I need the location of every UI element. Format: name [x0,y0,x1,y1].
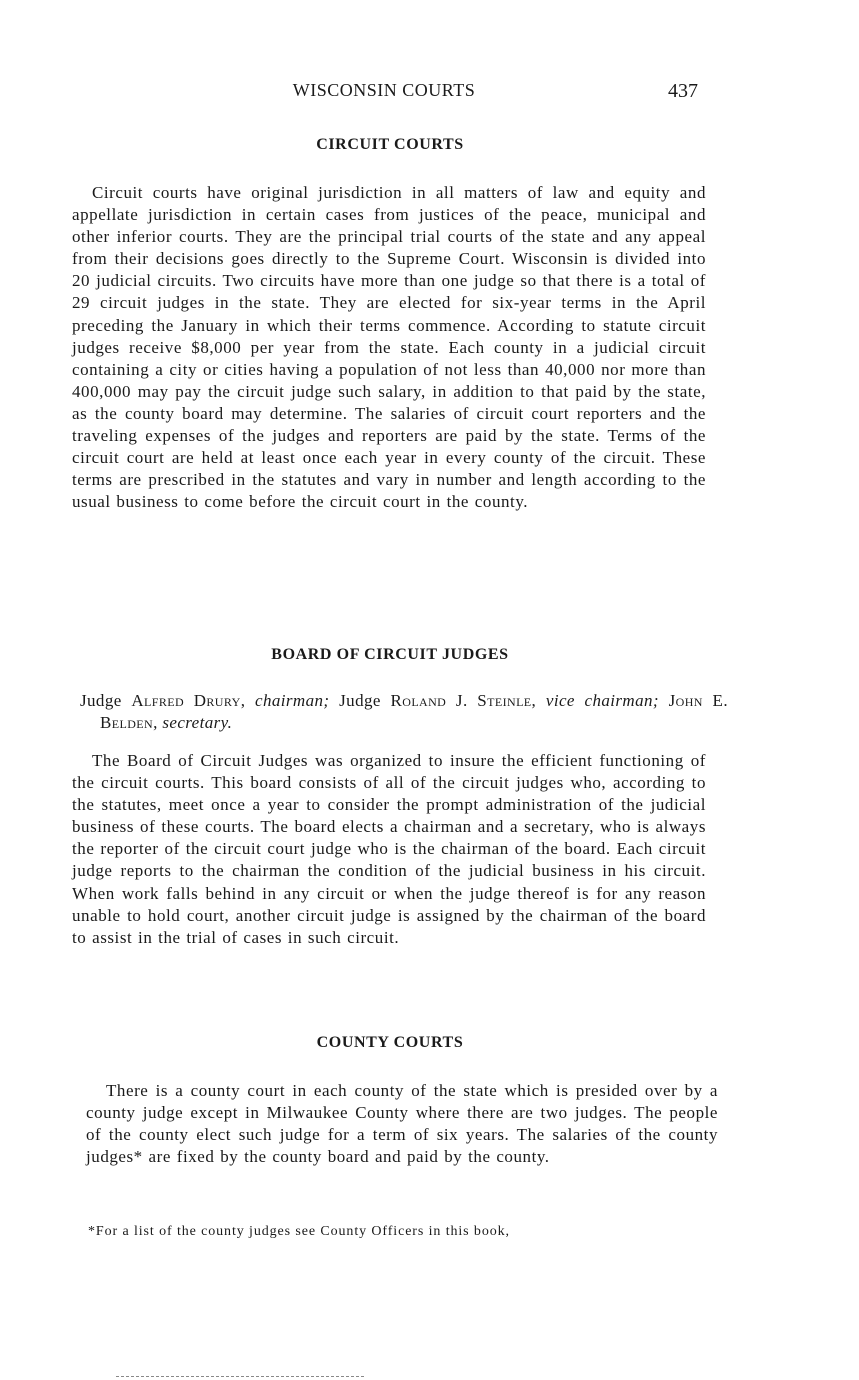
officer-role-vice-chairman: vice chairman; [545,691,659,710]
footnote: *For a list of the county judges see County Officers in this book, [88,1224,510,1239]
board-officers: Judge Alfred Drury, chairman; Judge Roland J. Steinle, vice chairman; John E. Belden, secretary. [80,691,728,732]
officer-name-vice-chairman: Roland J. Steinle [390,691,532,710]
running-title: WISCONSIN COURTS [292,80,476,100]
officer-prefix: Judge [80,691,132,710]
county-courts-heading: COUNTY COURTS [316,1034,464,1051]
officer-role-secretary: secretary. [162,713,233,732]
county-courts-paragraph: There is a county court in each county of the state which is presided over by a county judge except in Milwaukee County where there are two judges. The people of the county elect such judge for a term of six years. The salaries of the county judges* are fixed by the county board and paid by the county. [86,1081,718,1167]
officer-name-chairman: Alfred Drury [131,691,241,710]
running-head [70,80,698,106]
board-paragraph: The Board of Circuit Judges was organized to insure the efficient functioning of the circuit courts. This board consists of all of the circuit judges who, according to the statutes, meet once a year to consider the prompt administration of the judicial business of these courts. The board elects a chairman and a secretary, who is always the reporter of the circuit court judge who is the chairman of the board. Each circuit judge reports to the chairman the condition of the judicial business in his circuit. When work falls behind in any circuit or when the judge thereof is for any reason unable to hold court, another circuit judge is assigned by the chairman of the board to assist in the trial of cases in such circuit. [72,751,706,947]
page-number: 437 [668,80,698,102]
circuit-courts-paragraph: Circuit courts have original jurisdiction in all matters of law and equity and appellate jurisdiction in certain cases from justices of the peace, municipal and other inferior courts. They are the principal trial courts of the state and any appeal from their decisions goes directly to the Supreme Court. Wisconsin is divided into 20 judicial circuits. Two circuits have more than one judge so that there is a total of 29 circuit judges in the state. They are elected for six-year terms in the April preceding the January in which their terms commence. According to statute circuit judges receive $8,000 per year from the state. Each county in a judicial circuit containing a city or cities having a population of not less than 40,000 nor more than 400,000 may pay the circuit judge such salary, in addition to that paid by the state, as the county board may determine. The salaries of circuit court reporters and the traveling expenses of the judges and reporters are paid by the state. Terms of the circuit court are held at least once each year in every county of the circuit. These terms are prescribed in the statutes and vary in number and length according to the usual business to come before the circuit court in the county. [72,183,706,512]
board-heading: BOARD OF CIRCUIT JUDGES [271,646,509,663]
officer-name-secretary: John E. Belden [100,691,728,732]
officer-role-chairman: chairman; [255,691,330,710]
bottom-rule [116,1376,364,1377]
circuit-courts-heading: CIRCUIT COURTS [316,136,464,153]
officer-prefix-2: Judge [329,691,391,710]
